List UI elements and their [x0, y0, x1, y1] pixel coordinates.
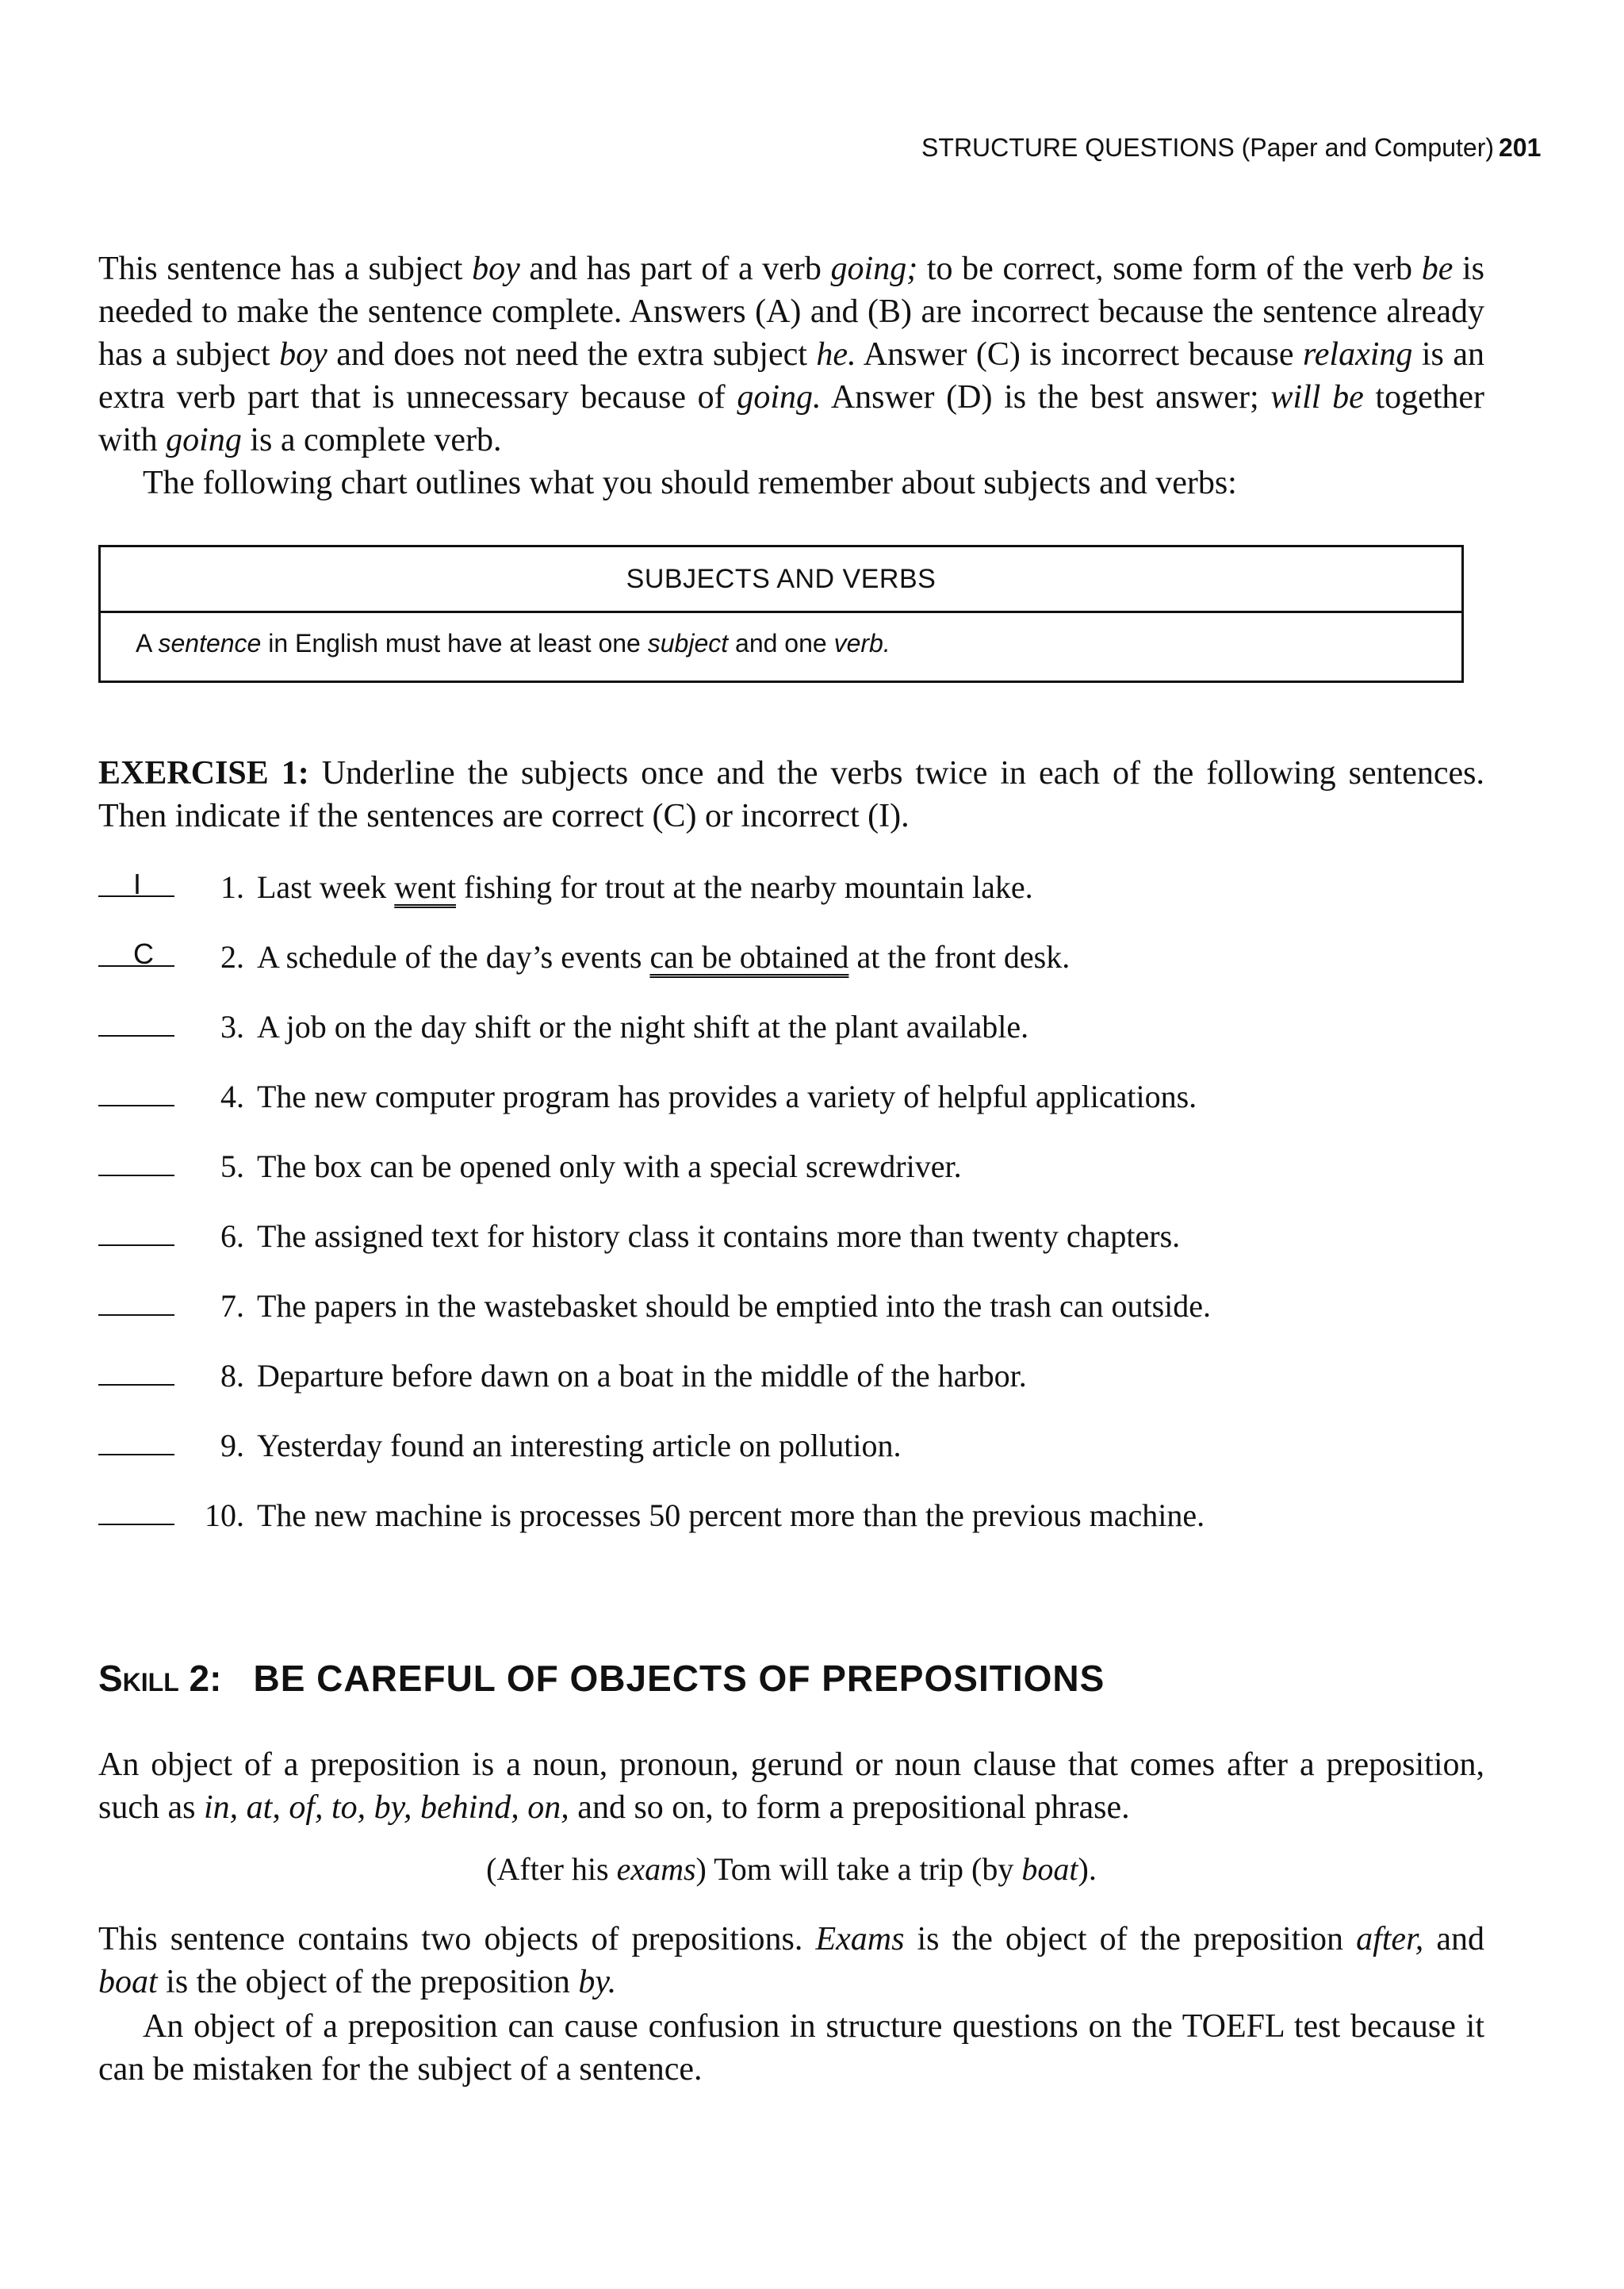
exercise-label: EXERCISE 1: [98, 755, 309, 792]
exercise-item [98, 1285, 1462, 1328]
answer-blank[interactable] [98, 1215, 174, 1258]
example-text: (After his [486, 1851, 617, 1887]
example-text: ) Tom will take a trip (by [695, 1851, 1022, 1887]
running-head [844, 133, 1494, 171]
summary-box-rule [136, 622, 891, 665]
item-number: 9. [220, 1428, 244, 1463]
rule-text: in English must have at least one [261, 629, 648, 658]
exercise-item [98, 1494, 1462, 1537]
intro-text: Answer (C) is incorrect because [856, 336, 1303, 373]
objects-text: and [1423, 1921, 1484, 1957]
exercise-item [98, 1215, 1462, 1258]
skill-text: An object of a preposition is a noun, pronoun, gerund or noun clause that comes after a preposition, such as [98, 1746, 1484, 1826]
summary-box-title: SUBJECTS AND VERBS [101, 547, 1461, 613]
intro-text: is a complete verb. [241, 422, 502, 458]
item-number: 5. [220, 1148, 244, 1184]
intro-text: and does not need the extra subject [327, 336, 817, 373]
example-sentence [98, 1848, 1484, 1891]
item-number: 10. [205, 1497, 244, 1533]
rule-term-subject: subject [647, 629, 729, 658]
item-number: 4. [220, 1079, 244, 1114]
item-number: 6. [220, 1218, 244, 1254]
skill-heading [98, 1654, 1105, 1702]
objects-term-after: after, [1356, 1921, 1424, 1957]
item-sentence: Departure before dawn on a boat in the middle of the harbor. [257, 1358, 1027, 1394]
example-text: ). [1078, 1851, 1097, 1887]
objects-paragraph [98, 1918, 1484, 2005]
objects-term-by: by. [578, 1964, 617, 2000]
exercise-item [98, 1006, 1462, 1049]
intro-text: together with [98, 379, 1485, 458]
answer-blank[interactable] [98, 1494, 174, 1537]
item-number: 3. [220, 1009, 244, 1045]
answer-blank[interactable] [98, 1075, 174, 1118]
answer-blank[interactable] [98, 866, 174, 909]
item-sentence: A job on the day shift or the night shift at the plant available. [257, 1009, 1029, 1045]
item-number: 2. [220, 939, 244, 975]
answer-blank[interactable] [98, 1145, 174, 1188]
exercise-item [98, 1424, 1462, 1467]
item-number: 7. [220, 1288, 244, 1324]
sentence-part: fishing for trout at the nearby mountain lake. [456, 869, 1033, 905]
answer-blank[interactable] [98, 1355, 174, 1398]
intro-term-be: be [1421, 251, 1454, 287]
intro-text: to be correct, some form of the verb [917, 251, 1422, 287]
rule-text: A [136, 629, 159, 658]
intro-term-going: going. [737, 379, 822, 416]
intro-text: is needed to make the sentence complete. Answers (A) and (B) are incorrect because the sentence already has a subject [98, 251, 1485, 373]
item-sentence: The box can be opened only with a special screwdriver. [257, 1148, 962, 1184]
answer-mark: I [133, 868, 142, 900]
chart-lead-paragraph: The following chart outlines what you should remember about subjects and verbs: [143, 465, 1237, 501]
intro-term-boy: boy [279, 336, 327, 373]
answer-blank[interactable] [98, 1424, 174, 1467]
intro-term-going: going [166, 422, 242, 458]
skill-label: Skill 2: [98, 1658, 222, 1699]
answer-blank[interactable] [98, 1285, 174, 1328]
intro-text: is an extra verb part that is unnecessary because of [98, 336, 1485, 416]
exercise-instructions: Underline the subjects once and the verbs twice in each of the following sentences. Then indicate if the sentences are correct (C) or incorrect (I). [98, 755, 1484, 834]
exercise-item [98, 1075, 1462, 1118]
running-head-title: STRUCTURE QUESTIONS (Paper and Computer) [921, 133, 1494, 162]
item-number: 8. [220, 1358, 244, 1394]
toefl-paragraph: An object of a preposition can cause confusion in structure questions on the TOEFL test because it can be mistaken for the subject of a sentence. [98, 2008, 1484, 2088]
skill-title: BE CAREFUL OF OBJECTS OF PREPOSITIONS [253, 1658, 1105, 1699]
objects-text: is the object of the preposition [157, 1964, 579, 2000]
rule-term-verb: verb. [833, 629, 891, 658]
answer-blank[interactable] [98, 1006, 174, 1049]
item-sentence: The assigned text for history class it contains more than twenty chapters. [257, 1218, 1181, 1254]
intro-text: This sentence has a subject [98, 251, 473, 287]
exercise-item [98, 936, 1462, 979]
intro-term-relaxing: relaxing [1302, 336, 1413, 373]
exercise-heading [98, 752, 1484, 838]
item-sentence: Yesterday found an interesting article on pollution. [257, 1428, 902, 1463]
page-number: 201 [1499, 133, 1542, 162]
item-sentence: The new machine is processes 50 percent more than the previous machine. [257, 1497, 1205, 1533]
rule-text: and one [728, 629, 834, 658]
preposition-list: in, at, of, to, by, behind, on, [203, 1789, 569, 1826]
objects-text: This sentence contains two objects of prepositions. [98, 1921, 816, 1957]
item-sentence [257, 866, 1033, 909]
item-sentence [257, 936, 1070, 979]
objects-term-boat: boat [98, 1964, 158, 2000]
item-sentence: The papers in the wastebasket should be emptied into the trash can outside. [257, 1288, 1212, 1324]
answer-blank[interactable] [98, 936, 174, 979]
answer-mark: C [133, 937, 154, 970]
example-object-exams: exams [616, 1851, 696, 1887]
verb-double-underline: can be obtained [649, 939, 849, 975]
sentence-part: A schedule of the day’s events [257, 939, 650, 975]
intro-term-boy: boy [472, 251, 520, 287]
rule-term-sentence: sentence [158, 629, 262, 658]
exercise-item [98, 1355, 1462, 1398]
intro-text: Answer (D) is the best answer; [821, 379, 1271, 416]
intro-text: and has part of a verb [519, 251, 831, 287]
example-object-boat: boat [1021, 1851, 1078, 1887]
objects-text: is the object of the preposition [904, 1921, 1357, 1957]
skill-text: and so on, to form a prepositional phrase. [569, 1789, 1130, 1826]
objects-term-exams: Exams [815, 1921, 905, 1957]
intro-paragraph [98, 247, 1484, 462]
exercise-item [98, 866, 1462, 909]
intro-term-going: going; [830, 251, 918, 287]
intro-term-will-be: will be [1270, 379, 1364, 416]
item-number: 1. [220, 869, 244, 905]
item-sentence: The new computer program has provides a variety of helpful applications. [257, 1079, 1197, 1114]
exercise-item [98, 1145, 1462, 1188]
intro-term-he: he. [816, 336, 856, 373]
sentence-part: at the front desk. [848, 939, 1071, 975]
skill-paragraph [98, 1743, 1484, 1831]
summary-box [98, 545, 1464, 683]
verb-double-underline: went [394, 869, 457, 905]
sentence-part: Last week [257, 869, 395, 905]
